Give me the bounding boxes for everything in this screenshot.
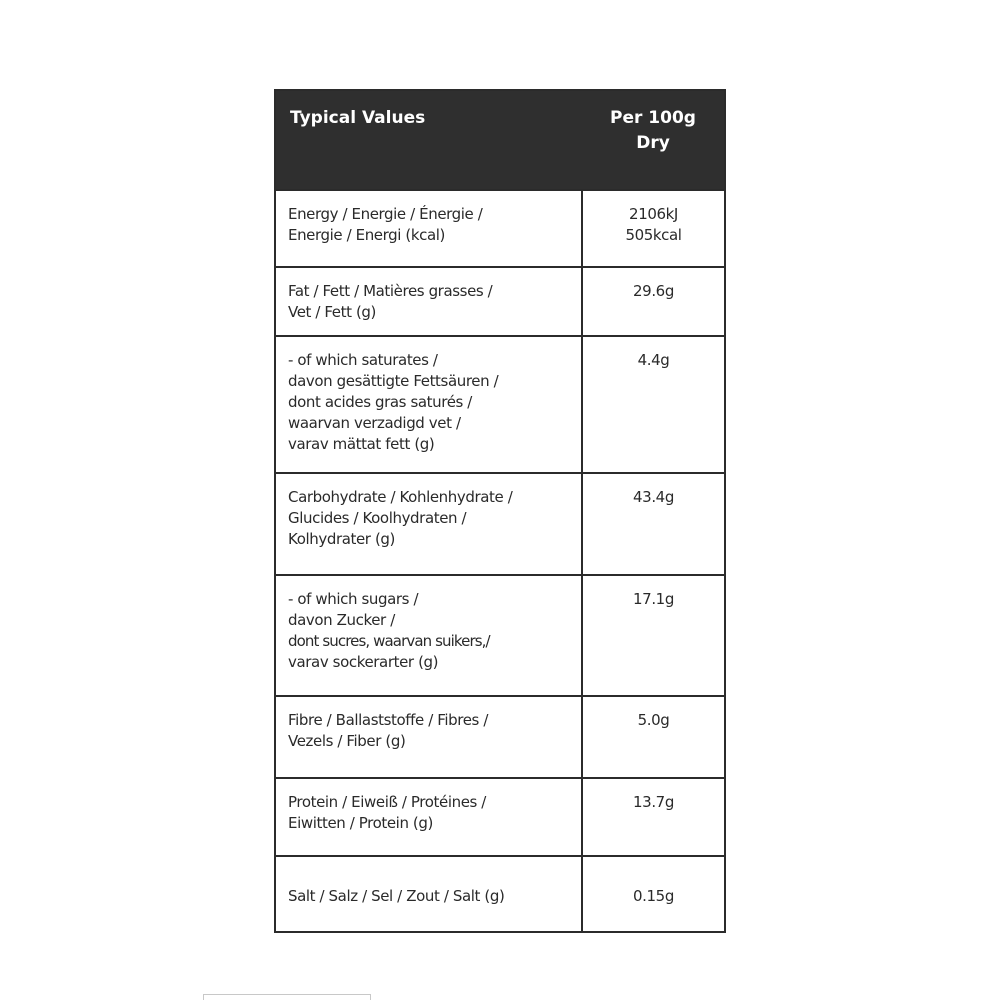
value-line: 13.7g [633, 793, 674, 811]
nutrient-row-carbohydrate [275, 473, 725, 575]
sugars-value [582, 575, 725, 696]
value-line: 43.4g [633, 488, 674, 506]
label-line: Energie / Energi (kcal) [288, 226, 445, 244]
label-line: Vet / Fett (g) [288, 303, 376, 321]
value-line: 2106kJ [629, 205, 678, 223]
label-line: Fat / Fett / Matières grasses / [288, 282, 493, 300]
nutrient-row-salt [275, 856, 725, 932]
nutrient-row-saturates [275, 336, 725, 473]
per-100g-dry-heading [582, 90, 725, 190]
value-line: 505kcal [625, 226, 682, 244]
fibre-label [275, 696, 582, 778]
saturates-label [275, 336, 582, 473]
label-line: Protein / Eiweiß / Protéines / [288, 793, 486, 811]
sugars-label [275, 575, 582, 696]
label-line: - of which saturates / [288, 351, 438, 369]
energy-label [275, 190, 582, 267]
label-line: davon Zucker / [288, 611, 395, 629]
protein-value [582, 778, 725, 856]
partial-thumbnail-frame [203, 994, 371, 1000]
fat-value [582, 267, 725, 336]
label-line: - of which sugars / [288, 590, 419, 608]
nutrient-row-fibre [275, 696, 725, 778]
label-line: Energy / Energie / Énergie / [288, 205, 483, 223]
label-line: Carbohydrate / Kohlenhydrate / [288, 488, 513, 506]
carbohydrate-label [275, 473, 582, 575]
nutrition-table-header [275, 90, 725, 190]
label-line: Vezels / Fiber (g) [288, 732, 406, 750]
salt-label [275, 856, 582, 932]
label-line: Fibre / Ballaststoffe / Fibres / [288, 711, 488, 729]
header-row [275, 90, 725, 190]
label-line: dont sucres, waarvan suikers,/ [288, 632, 490, 650]
value-line: 5.0g [637, 711, 670, 729]
label-line: varav sockerarter (g) [288, 653, 439, 671]
nutrient-row-energy [275, 190, 725, 267]
value-line: 4.4g [637, 351, 670, 369]
label-line: Salt / Salz / Sel / Zout / Salt (g) [288, 887, 505, 905]
nutrition-table [274, 89, 726, 933]
per-100g-heading-line: Per 100g [610, 108, 696, 128]
label-line: Kolhydrater (g) [288, 530, 395, 548]
fat-label [275, 267, 582, 336]
fibre-value [582, 696, 725, 778]
label-line: waarvan verzadigd vet / [288, 414, 461, 432]
label-line: dont acides gras saturés / [288, 393, 472, 411]
label-line: davon gesättigte Fettsäuren / [288, 372, 499, 390]
label-line: Glucides / Koolhydraten / [288, 509, 467, 527]
nutrition-table-body [275, 190, 725, 932]
label-line: Eiwitten / Protein (g) [288, 814, 433, 832]
salt-value [582, 856, 725, 932]
label-line: varav mättat fett (g) [288, 435, 435, 453]
energy-value [582, 190, 725, 267]
typical-values-heading: Typical Values [275, 90, 582, 190]
protein-label [275, 778, 582, 856]
nutrient-row-protein [275, 778, 725, 856]
carbohydrate-value [582, 473, 725, 575]
dry-heading-line: Dry [636, 133, 670, 153]
value-line: 17.1g [633, 590, 674, 608]
nutrient-row-fat [275, 267, 725, 336]
nutrient-row-sugars [275, 575, 725, 696]
value-line: 29.6g [633, 282, 674, 300]
saturates-value [582, 336, 725, 473]
value-line: 0.15g [633, 887, 674, 905]
